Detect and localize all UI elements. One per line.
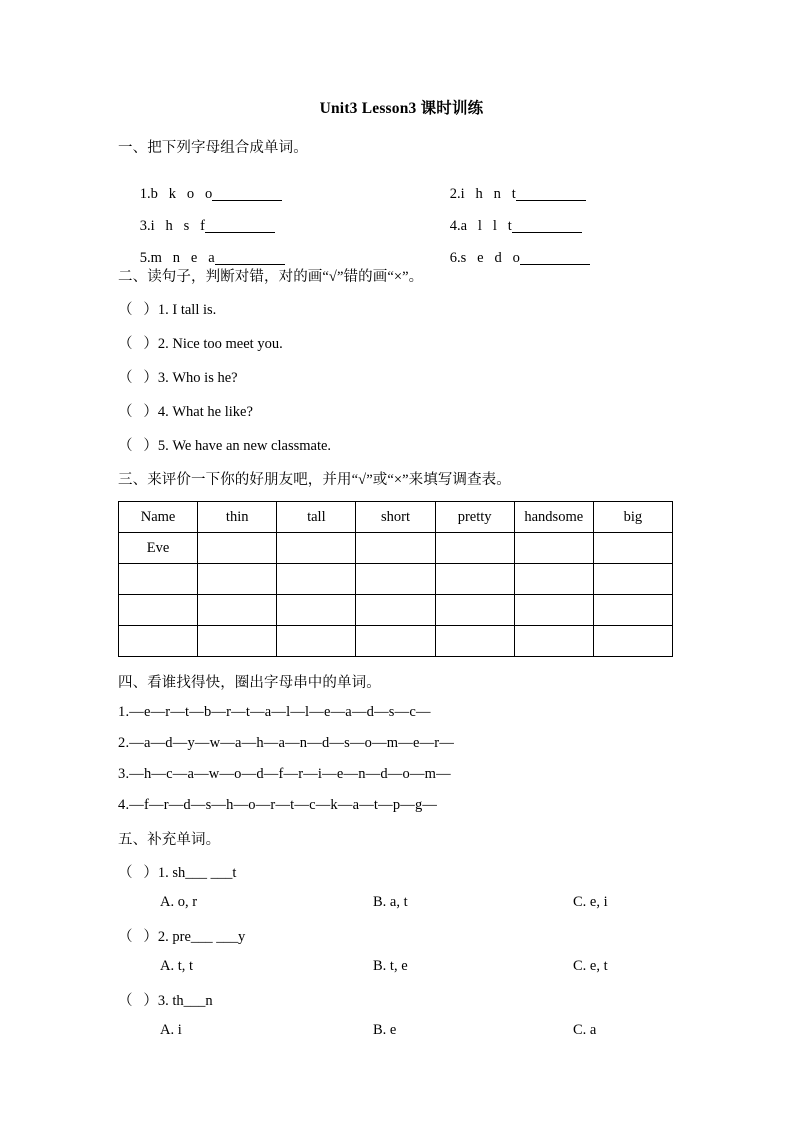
table-cell[interactable] [198,626,277,657]
table-cell[interactable]: Eve [119,533,198,564]
table-cell[interactable] [593,564,672,595]
page-title: Unit3 Lesson3 课时训练 [319,100,484,117]
table-header-cell: thin [198,502,277,533]
judge-item[interactable]: （ ）5. We have an new classmate. [118,438,332,454]
section-heading-4: 四、看谁找得快，圈出字母串中的单词。 [118,675,381,691]
option-b[interactable]: B. t, e [373,958,408,974]
table-cell[interactable] [593,626,672,657]
word-number: 2. [449,186,461,202]
word-letters: i h s f [150,218,205,234]
table-cell[interactable] [356,533,435,564]
option-row [118,958,685,976]
word-row [118,233,685,266]
table-cell[interactable] [356,595,435,626]
table-cell[interactable] [514,564,593,595]
table-cell[interactable] [593,595,672,626]
table-cell[interactable] [119,595,198,626]
option-b[interactable]: B. e [373,1022,397,1038]
option-c[interactable]: C. a [573,1022,597,1038]
word-letters: b k o o [150,186,213,202]
question-stem[interactable]: （ ）1. sh___ ___t [118,865,237,881]
table-row [119,564,673,595]
table-row [119,533,673,564]
question-stem[interactable]: （ ）3. th___n [118,993,213,1009]
option-c[interactable]: C. e, i [573,894,608,910]
survey-table [118,501,673,657]
word-number: 5. [139,250,151,266]
table-cell[interactable] [356,626,435,657]
table-row [119,595,673,626]
word-letters: a l l t [460,218,512,234]
table-cell[interactable] [198,533,277,564]
table-cell[interactable] [514,626,593,657]
table-cell[interactable] [435,533,514,564]
judge-item[interactable]: （ ）1. I tall is. [118,302,217,318]
section-heading-2: 二、读句子，判断对错，对的画“√”错的画“×”。 [118,269,424,285]
table-cell[interactable] [514,595,593,626]
letter-string-item[interactable]: 4.—f—r—d—s—h—o—r—t—c—k—a—t—p—g— [118,797,438,813]
table-header-cell: handsome [514,502,593,533]
table-cell[interactable] [119,564,198,595]
word-number: 1. [139,186,151,202]
option-a[interactable]: A. t, t [160,958,194,974]
table-header-cell: Name [119,502,198,533]
table-cell[interactable] [119,626,198,657]
table-cell[interactable] [277,595,356,626]
letter-string-item[interactable]: 2.—a—d—y—w—a—h—a—n—d—s—o—m—e—r— [118,735,455,751]
table-cell[interactable] [277,564,356,595]
table-header-cell: big [593,502,672,533]
table-cell[interactable] [356,564,435,595]
word-item [118,233,285,284]
table-cell[interactable] [435,626,514,657]
table-cell[interactable] [435,564,514,595]
table-cell[interactable] [593,533,672,564]
table-cell[interactable] [277,626,356,657]
table-cell[interactable] [435,595,514,626]
table-header-cell: tall [277,502,356,533]
word-number: 4. [449,218,461,234]
option-b[interactable]: B. a, t [373,894,408,910]
judge-item[interactable]: （ ）2. Nice too meet you. [118,336,283,352]
table-cell[interactable] [198,595,277,626]
word-item [428,233,590,284]
judge-item[interactable]: （ ）4. What he like? [118,404,253,420]
table-header-cell: short [356,502,435,533]
word-letters: i h n t [460,186,516,202]
word-number: 3. [139,218,151,234]
judge-item[interactable]: （ ）3. Who is he? [118,370,238,386]
option-c[interactable]: C. e, t [573,958,608,974]
letter-string-item[interactable]: 1.—e—r—t—b—r—t—a—l—l—e—a—d—s—c— [118,704,431,720]
question-stem[interactable]: （ ）2. pre___ ___y [118,929,246,945]
letter-string-item[interactable]: 3.—h—c—a—w—o—d—f—r—i—e—n—d—o—m— [118,766,451,782]
option-a[interactable]: A. i [160,1022,182,1038]
section-heading-3: 三、来评价一下你的好朋友吧，并用“√”或“×”来填写调查表。 [118,472,511,488]
answer-blank[interactable] [215,264,285,265]
table-header-cell: pretty [435,502,514,533]
word-number: 6. [449,250,461,266]
option-row [118,1022,685,1040]
section-heading-5: 五、补充单词。 [118,832,221,848]
answer-blank[interactable] [520,264,590,265]
word-row [118,169,685,202]
table-cell[interactable] [514,533,593,564]
table-cell[interactable] [277,533,356,564]
table-row [119,626,673,657]
word-letters: s e d o [460,250,520,266]
word-row [118,201,685,234]
table-header-row [119,502,673,533]
table-cell[interactable] [198,564,277,595]
option-a[interactable]: A. o, r [160,894,198,910]
option-row [118,894,685,912]
word-letters: m n e a [150,250,215,266]
section-heading-1: 一、把下列字母组合成单词。 [118,140,308,156]
